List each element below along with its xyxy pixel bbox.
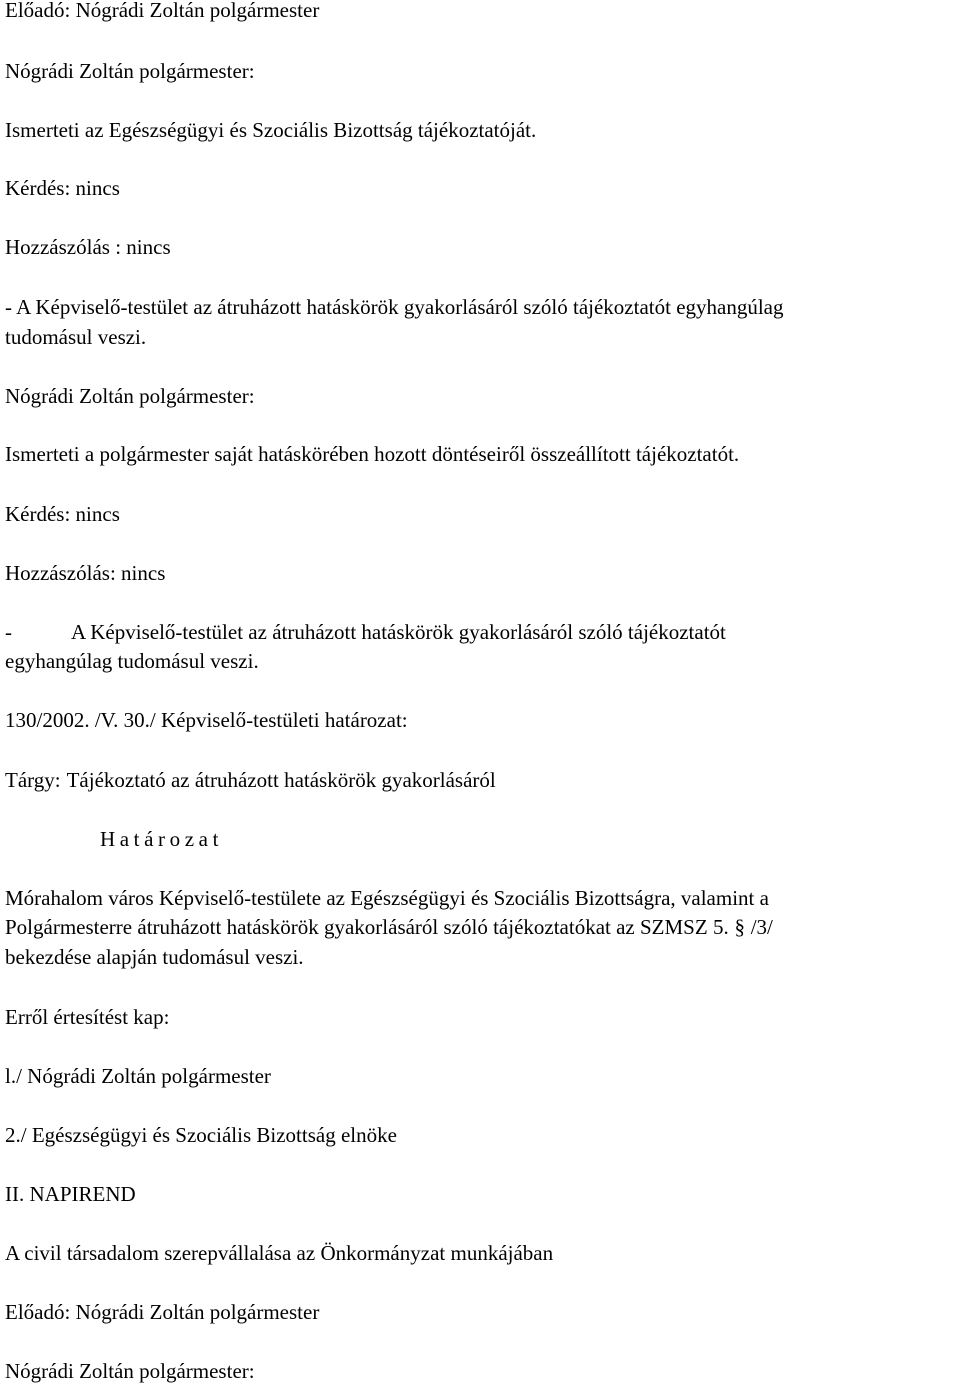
resolution-body: bekezdése alapján tudomásul veszi. (5, 945, 304, 969)
resolution-body (5, 915, 773, 940)
presenter-line: Előadó: Nógrádi Zoltán polgármester (5, 0, 320, 22)
decision-text: egyhangúlag tudomásul veszi. (5, 649, 259, 673)
subject-text: Tájékoztató az átruházott hatáskörök gyakorlásáról (66, 768, 496, 792)
resolution-number: 130/2002. /V. 30./ Képviselő-testületi határozat: (5, 708, 408, 732)
presenter-line: Előadó: Nógrádi Zoltán polgármester (5, 1300, 320, 1324)
decision-text: - A Képviselő-testület az átruházott hatáskörök gyakorlásáról szóló tájékoztatót egyhangúlag (5, 295, 784, 319)
subject-label: Tárgy: (5, 768, 61, 792)
resolution-body-text: Polgármesterre átruházott hatáskörök gyakorlásáról szóló tájékoztatókat az SZMSZ 5. (5, 915, 729, 939)
recipient-item: 2./ Egészségügyi és Szociális Bizottság elnöke (5, 1123, 397, 1147)
subject-line (5, 768, 496, 793)
resolution-heading: Határozat (100, 827, 224, 851)
notification-heading: Erről értesítést kap: (5, 1005, 170, 1029)
comment-line: Hozzászólás : nincs (5, 235, 171, 259)
list-dash: - (5, 620, 12, 644)
agenda-title: A civil társadalom szerepvállalása az Önkormányzat munkájában (5, 1241, 554, 1265)
body-text: Ismerteti az Egészségügyi és Szociális Bizottság tájékoztatóját. (5, 118, 537, 142)
recipient-item: l./ Nógrádi Zoltán polgármester (5, 1064, 271, 1088)
decision-text-content: A Képviselő-testület az átruházott hatáskörök gyakorlásáról szóló tájékoztatót (71, 620, 726, 644)
resolution-body: Mórahalom város Képviselő-testülete az Egészségügyi és Szociális Bizottságra, valamint a (5, 886, 769, 910)
comment-line: Hozzászólás: nincs (5, 561, 166, 585)
question-line: Kérdés: nincs (5, 502, 120, 526)
speaker-line: Nógrádi Zoltán polgármester: (5, 1359, 255, 1383)
speaker-line: Nógrádi Zoltán polgármester: (5, 59, 255, 83)
body-text: Ismerteti a polgármester saját hatáskörében hozott döntéseiről összeállított tájékoztatót. (5, 442, 740, 466)
question-line: Kérdés: nincs (5, 176, 120, 200)
section-symbol: § (734, 915, 745, 939)
speaker-line: Nógrádi Zoltán polgármester: (5, 384, 255, 408)
resolution-body-text: /3/ (750, 915, 773, 939)
decision-text (5, 620, 726, 645)
agenda-heading: II. NAPIREND (5, 1182, 136, 1206)
decision-text: tudomásul veszi. (5, 325, 147, 349)
